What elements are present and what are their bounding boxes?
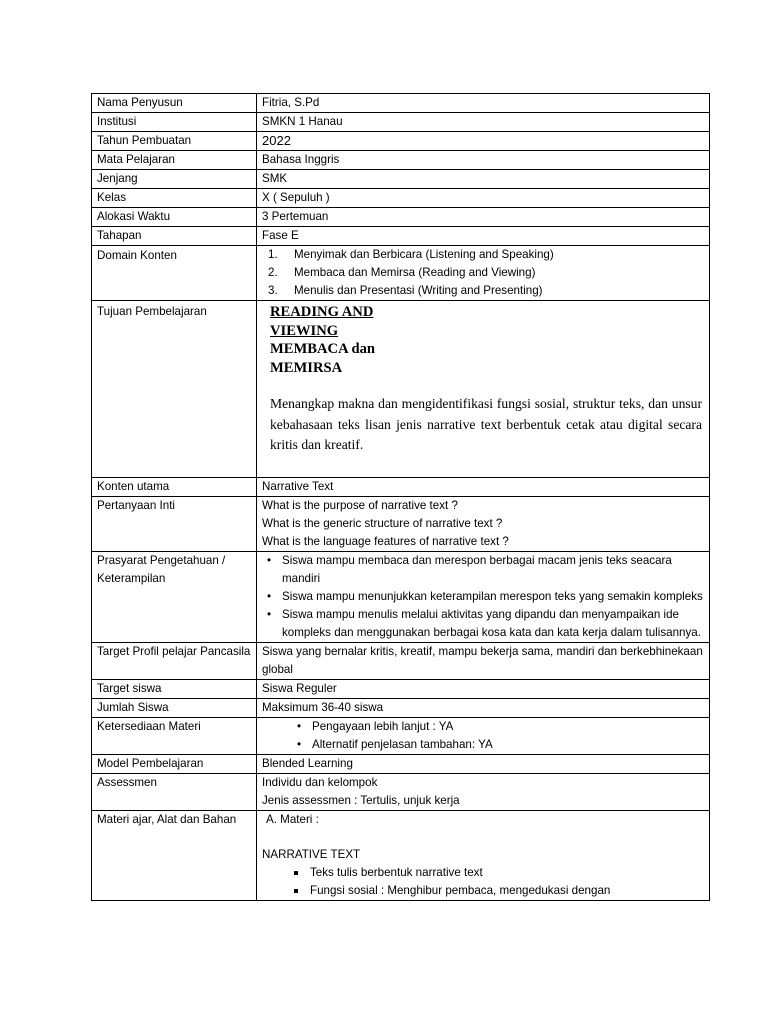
list-item: Teks tulis berbentuk narrative text <box>310 864 704 882</box>
list-item-text: Menulis dan Presentasi (Writing and Presenting) <box>294 284 543 297</box>
table-row <box>92 552 710 643</box>
row-value: Maksimum 36-40 siswa <box>257 699 710 718</box>
question-line: What is the purpose of narrative text ? <box>262 499 458 512</box>
tujuan-text: Menangkap makna dan mengidentifikasi fungsi sosial, struktur teks, dan unsur kebahasaan teks lisan jenis narrative text berbentuk cetak atau digital secara kritis dan kreatif. <box>270 396 702 452</box>
table-row <box>92 497 710 552</box>
table-row <box>92 755 710 774</box>
list-item: • Siswa mampu menulis melalui aktivitas yang dipandu dan menyampaikan ide kompleks dan menggunakan berbagai kosa kata dan kata kerja dalam tulisannya. <box>282 606 704 642</box>
row-label: Jenjang <box>92 170 257 189</box>
row-value: 2022 <box>257 132 710 151</box>
materi-cell <box>257 811 710 901</box>
materi-subheading: A. Materi : <box>266 813 319 826</box>
prasyarat-cell <box>257 552 710 643</box>
row-label: Materi ajar, Alat dan Bahan <box>92 811 257 901</box>
row-value: 3 Pertemuan <box>257 208 710 227</box>
table-row <box>92 113 710 132</box>
list-item: • Siswa mampu menunjukkan keterampilan merespon teks yang semakin kompleks <box>282 588 704 606</box>
table-row <box>92 718 710 755</box>
row-label: Institusi <box>92 113 257 132</box>
table-row <box>92 643 710 680</box>
question-line: What is the generic structure of narrative text ? <box>262 517 503 530</box>
list-item: • Alternatif penjelasan tambahan: YA <box>312 736 704 754</box>
row-label: Jumlah Siswa <box>92 699 257 718</box>
table-row <box>92 246 710 301</box>
row-value: Siswa yang bernalar kritis, kreatif, mampu bekerja sama, mandiri dan berkebhinekaan global <box>257 643 710 680</box>
row-label: Nama Penyusun <box>92 94 257 113</box>
row-value: Siswa Reguler <box>257 680 710 699</box>
list-item: • Pengayaan lebih lanjut : YA <box>312 718 704 736</box>
table-row <box>92 478 710 497</box>
row-value: Fitria, S.Pd <box>257 94 710 113</box>
module-identity-table <box>91 93 710 901</box>
row-label: Mata Pelajaran <box>92 151 257 170</box>
domain-list <box>262 246 704 300</box>
assessmen-cell <box>257 774 710 811</box>
row-label: Kelas <box>92 189 257 208</box>
row-label: Tahapan <box>92 227 257 246</box>
table-row <box>92 680 710 699</box>
row-value: SMKN 1 Hanau <box>257 113 710 132</box>
list-item <box>294 264 704 282</box>
row-value: Narrative Text <box>257 478 710 497</box>
ketersediaan-cell <box>257 718 710 755</box>
assessmen-line: Individu dan kelompok <box>262 776 378 789</box>
list-item-text: Membaca dan Memirsa (Reading and Viewing) <box>294 266 536 279</box>
row-value: Bahasa Inggris <box>257 151 710 170</box>
heading-line: MEMBACA dan <box>270 341 376 357</box>
heading-line: VIEWING <box>270 322 339 339</box>
pertanyaan-cell <box>257 497 710 552</box>
table-row <box>92 151 710 170</box>
tujuan-cell <box>257 301 710 478</box>
list-item <box>294 246 704 264</box>
table-row <box>92 170 710 189</box>
question-line: What is the language features of narrative text ? <box>262 535 509 548</box>
heading-line: READING AND <box>270 304 374 320</box>
heading-line: MEMIRSA <box>270 359 343 376</box>
row-label: Assessmen <box>92 774 257 811</box>
row-label: Alokasi Waktu <box>92 208 257 227</box>
row-label: Konten utama <box>92 478 257 497</box>
list-item <box>294 282 704 300</box>
row-label: Tujuan Pembelajaran <box>92 301 257 478</box>
table-row <box>92 699 710 718</box>
table-row <box>92 94 710 113</box>
domain-konten-cell <box>257 246 710 301</box>
row-label: Domain Konten <box>92 246 257 301</box>
prasyarat-list <box>262 552 704 642</box>
row-label: Target siswa <box>92 680 257 699</box>
materi-list <box>262 864 704 900</box>
table-row <box>92 132 710 151</box>
table-row <box>92 774 710 811</box>
table-row <box>92 227 710 246</box>
table-row <box>92 189 710 208</box>
table-row <box>92 301 710 478</box>
row-value: SMK <box>257 170 710 189</box>
row-label: Model Pembelajaran <box>92 755 257 774</box>
table-row <box>92 208 710 227</box>
materi-heading: NARRATIVE TEXT <box>262 848 361 861</box>
row-label: Ketersediaan Materi <box>92 718 257 755</box>
row-label: Tahun Pembuatan <box>92 132 257 151</box>
row-value: X ( Sepuluh ) <box>257 189 710 208</box>
ketersediaan-list <box>262 718 704 754</box>
list-item: Fungsi sosial : Menghibur pembaca, mengedukasi dengan <box>310 882 704 900</box>
row-value: Blended Learning <box>257 755 710 774</box>
tujuan-heading <box>270 303 704 377</box>
list-item-text: Menyimak dan Berbicara (Listening and Speaking) <box>294 248 554 261</box>
list-item: • Siswa mampu membaca dan merespon berbagai macam jenis teks seacara mandiri <box>282 552 704 588</box>
row-label: Target Profil pelajar Pancasila <box>92 643 257 680</box>
row-label: Pertanyaan Inti <box>92 497 257 552</box>
row-value: Fase E <box>257 227 710 246</box>
assessmen-line: Jenis assessmen : Tertulis, unjuk kerja <box>262 794 460 807</box>
table-row <box>92 811 710 901</box>
row-label: Prasyarat Pengetahuan / Keterampilan <box>92 552 257 643</box>
